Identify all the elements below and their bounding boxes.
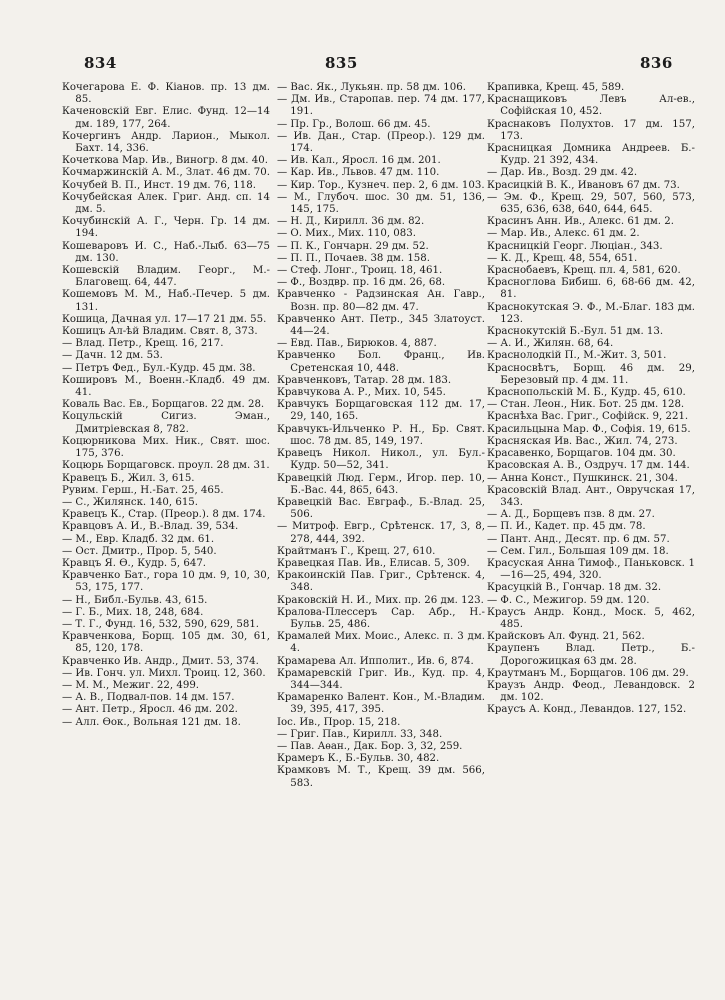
directory-entry: Кошевскій Владим. Георг., М.-Благовещ. 64, 447. bbox=[62, 265, 270, 289]
directory-entry: Краусъ А. Конд., Левандов. 127, 152. bbox=[487, 704, 687, 716]
directory-entry: — Пр. Гр., Волош. 66 дм. 45. bbox=[277, 118, 431, 130]
directory-entry: Крамарева Ал. Ипполит., Ив. 6, 874. bbox=[277, 655, 474, 667]
directory-entry: Красовскій Влад. Ант., Овручская 17, 343. bbox=[487, 484, 695, 508]
directory-entry: — О. Мих., Мих. 110, 083. bbox=[277, 228, 416, 240]
directory-entry: — С., Жилянск. 140, 615. bbox=[62, 496, 199, 508]
directory-entry: Краупенъ Влад. Петр., Б.-Дорогожицкая 63 дм. 28. bbox=[487, 643, 695, 667]
directory-entry: — Дм. Ив., Старопав. пер. 74 дм. 177, 191. bbox=[277, 94, 485, 118]
directory-entry: — Сем. Гил., Большая 109 дм. 18. bbox=[487, 545, 669, 557]
directory-entry: Іос. Ив., Прор. 15, 218. bbox=[277, 716, 401, 728]
directory-entry: Кошемовъ М. М., Наб.-Печер. 5 дм. 131. bbox=[62, 289, 270, 313]
directory-entry: — Пав. Аѳан., Дак. Бор. 3, 32, 259. bbox=[277, 740, 463, 752]
page-header bbox=[0, 54, 725, 76]
directory-entry: Кравчукъ-Ильченко Р. Н., Бр. Свят. шос. 78 дм. 85, 149, 197. bbox=[277, 423, 485, 447]
directory-entry: Краснокутскій Б.-Бул. 51 дм. 13. bbox=[487, 326, 664, 338]
directory-entry: Кравецкая Пав. Ив., Елисав. 5, 309. bbox=[277, 557, 470, 569]
directory-entry: Крайтманъ Г., Крещ. 27, 610. bbox=[277, 545, 436, 557]
directory-entry: — Эм. Ф., Крещ. 29, 507, 560, 573, 635, 636, 638, 640, 644, 645. bbox=[487, 191, 695, 216]
directory-entry: Краутманъ М., Борщагов. 106 дм. 29. bbox=[487, 667, 689, 679]
directory-entry: Кочубинскій А. Г., Черн. Гр. 14 дм. 194. bbox=[62, 216, 270, 240]
directory-entry: Краковскій Н. И., Мих. пр. 26 дм. 123. bbox=[277, 594, 484, 606]
directory-entry: Крамалей Мих. Моис., Алекс. п. 3 дм. 4. bbox=[277, 631, 485, 655]
directory-entry: Кочегарова Е. Ф. Кіанов. пр. 13 дм. 85. bbox=[62, 82, 270, 106]
directory-entry: Красницкая Домника Андреев. Б.-Кудр. 21 392, 434. bbox=[487, 143, 695, 167]
column-middle bbox=[277, 82, 485, 790]
directory-entry: — Ф. С., Межигор. 59 дм. 120. bbox=[487, 594, 650, 606]
directory-entry: Рувим. Герш., Н.-Бат. 25, 465. bbox=[62, 484, 224, 496]
directory-entry: Кралова-Плессеръ Сар. Абр., Н.-Бульв. 25, 486. bbox=[277, 606, 485, 630]
directory-entry: Кравецъ Никол. Никол., ул. Бул.-Кудр. 50—52, 341. bbox=[277, 448, 485, 472]
directory-entry: Кочубей В. П., Инст. 19 дм. 76, 118. bbox=[62, 179, 256, 191]
directory-entry: — Ант. Петр., Яросл. 46 дм. 202. bbox=[62, 704, 238, 716]
directory-entry: Кошица, Дачная ул. 17—17 21 дм. 55. bbox=[62, 313, 267, 325]
directory-entry: — П. И., Кадет. пр. 45 дм. 78. bbox=[487, 521, 646, 533]
directory-entry: Крайсковъ Ал. Фунд. 21, 562. bbox=[487, 631, 645, 643]
directory-entry: — Дар. Ив., Возд. 29 дм. 42. bbox=[487, 167, 638, 179]
directory-entry: Красинъ Анн. Ив., Алекс. 61 дм. 2. bbox=[487, 216, 674, 228]
directory-entry: — Кар. Ив., Львов. 47 дм. 110. bbox=[277, 167, 440, 179]
directory-entry: Кравецъ Б., Жил. 3, 615. bbox=[62, 472, 195, 484]
directory-entry: Кравчукъ Борщаговская 112 дм. 17, 29, 140, 165. bbox=[277, 399, 485, 423]
directory-entry: — Н., Библ.-Бульв. 43, 615. bbox=[62, 594, 208, 606]
directory-entry: — М., Глубоч. шос. 30 дм. 51, 136, 145, 175. bbox=[277, 191, 485, 216]
directory-entry: — Ив. Гонч. ул. Михл. Троиц. 12, 360. bbox=[62, 667, 266, 679]
directory-entry: Кравецкій Вас. Евграф., Б.-Влад. 25, 506. bbox=[277, 496, 485, 521]
directory-entry: — Пант. Анд., Десят. пр. 6 дм. 57. bbox=[487, 533, 670, 545]
directory-entry: Крамаревскій Григ. Ив., Куд. пр. 4, 344—344. bbox=[277, 667, 485, 691]
directory-entry: — Г. Б., Мих. 18, 248, 684. bbox=[62, 606, 204, 618]
directory-entry: Коваль Вас. Ев., Борщагов. 22 дм. 28. bbox=[62, 399, 265, 411]
directory-entry: Кочеткова Мар. Ив., Виногр. 8 дм. 40. bbox=[62, 155, 268, 167]
directory-entry: — А. Д., Борщевъ пзв. 8 дм. 27. bbox=[487, 509, 655, 521]
directory-entry: Кочмаржинскій А. М., Злат. 46 дм. 70. bbox=[62, 167, 271, 179]
page-number-left: 834 bbox=[84, 54, 117, 72]
directory-entry: Краусъ Андр. Конд., Моск. 5, 462, 485. bbox=[487, 606, 695, 630]
directory-entry: — Евд. Пав., Бирюков. 4, 887. bbox=[277, 338, 437, 350]
directory-entry: Красавенко, Борщагов. 104 дм. 30. bbox=[487, 448, 676, 460]
directory-entry: Красницкій Георг. Люціан., 343. bbox=[487, 240, 663, 252]
directory-entry: Кравченкова, Борщ. 105 дм. 30, 61, 85, 120, 178. bbox=[62, 631, 270, 655]
directory-entry: Кракоинскій Пав. Григ., Срѣтенск. 4, 348. bbox=[277, 570, 485, 594]
directory-entry: Краснащиковъ Левъ Ал-ев., Софійская 10, 452. bbox=[487, 94, 695, 118]
directory-entry: Кравченковъ, Татар. 28 дм. 183. bbox=[277, 374, 452, 386]
directory-entry: Кошеваровъ И. С., Наб.-Лыб. 63—75 дм. 130. bbox=[62, 240, 270, 264]
directory-entry: — Григ. Пав., Кирилл. 33, 348. bbox=[277, 728, 443, 740]
directory-entry: Кравецъ К., Стар. (Преор.). 8 дм. 174. bbox=[62, 509, 266, 521]
directory-entry: Красильцына Мар. Ф., Софія. 19, 615. bbox=[487, 423, 691, 435]
directory-entry: — П. П., Почаев. 38 дм. 158. bbox=[277, 252, 431, 264]
directory-entry: Красовская А. В., Оздруч. 17 дм. 144. bbox=[487, 460, 690, 472]
directory-entry: Кошировъ М., Военн.-Кладб. 49 дм. 41. bbox=[62, 374, 270, 399]
directory-entry: — М. М., Межиг. 22, 499. bbox=[62, 679, 200, 691]
directory-entry: Краснопольскій М. Б., Кудр. 45, 610. bbox=[487, 387, 686, 399]
directory-entry: Кравчукова А. Р., Мих. 10, 545. bbox=[277, 387, 446, 399]
directory-entry: — Ив. Кал., Яросл. 16 дм. 201. bbox=[277, 155, 441, 167]
directory-entry: Крамаренко Валент. Кон., М.-Владим. 39, 395, 417, 395. bbox=[277, 692, 485, 716]
directory-entry: — А. И., Жилян. 68, 64. bbox=[487, 338, 614, 350]
directory-entry: — Митроф. Евгр., Срѣтенск. 17, 3, 8, 278, 444, 392. bbox=[277, 521, 485, 545]
directory-entry: — П. К., Гончарн. 29 дм. 52. bbox=[277, 240, 429, 252]
directory-entry: — Вас. Як., Лукьян. пр. 58 дм. 106. bbox=[277, 82, 466, 93]
directory-entry: Красняская Ив. Вас., Жил. 74, 273. bbox=[487, 435, 678, 447]
directory-entry: — Ф., Воздвр. пр. 16 дм. 26, 68. bbox=[277, 277, 446, 289]
directory-entry: — К. Д., Крещ. 48, 554, 651. bbox=[487, 252, 638, 264]
directory-entry: Кочергинъ Андр. Ларион., Мыкол. Бахт. 14, 336. bbox=[62, 130, 270, 155]
directory-entry: Красуская Анна Тимоф., Паньковск. 1—16—25, 494, 320. bbox=[487, 557, 695, 582]
directory-entry: — А. В., Подвал-пов. 14 дм. 157. bbox=[62, 692, 235, 704]
directory-entry: — Стеф. Лонг., Троиц. 18, 461. bbox=[277, 265, 443, 277]
directory-entry: Красуцкій В., Гончар. 18 дм. 32. bbox=[487, 582, 662, 594]
directory-entry: Кравцъ Я. Ѳ., Кудр. 5, 647. bbox=[62, 557, 207, 569]
directory-entry: Красноглова Бибиш. 6, 68-66 дм. 42, 81. bbox=[487, 277, 695, 301]
directory-entry: Краснобаевъ, Крещ. пл. 4, 581, 620. bbox=[487, 265, 681, 277]
directory-entry: Кравцовъ А. И., В.-Влад. 39, 534. bbox=[62, 521, 239, 533]
page-number-center: 835 bbox=[325, 54, 358, 72]
directory-entry: — Влад. Петр., Крещ. 16, 217. bbox=[62, 338, 224, 350]
directory-entry: Краснѣха Вас. Григ., Софійск. 9, 221. bbox=[487, 411, 689, 423]
directory-entry: — Петръ Фед., Бул.-Кудр. 45 дм. 38. bbox=[62, 362, 256, 374]
directory-entry: Каченовскій Евг. Елис. Фунд. 12—14 дм. 189, 177, 264. bbox=[62, 106, 270, 130]
directory-entry: — Алл. Ѳок., Вольная 121 дм. 18. bbox=[62, 716, 241, 728]
directory-entry: — М., Евр. Кладб. 32 дм. 61. bbox=[62, 533, 215, 545]
directory-entry: Крамковъ М. Т., Крещ. 39 дм. 566, 583. bbox=[277, 765, 485, 789]
directory-entry: — Ив. Дан., Стар. (Преор.). 129 дм. 174. bbox=[277, 130, 485, 155]
directory-entry: Крамеръ К., Б.-Бульв. 30, 482. bbox=[277, 753, 440, 765]
directory-entry: — Анна Конст., Пушкинск. 21, 304. bbox=[487, 472, 678, 484]
page-number-right: 836 bbox=[640, 54, 673, 72]
directory-entry: Краснаковъ Полухтов. 17 дм. 157, 173. bbox=[487, 118, 695, 142]
directory-entry: Кравченко Ив. Андр., Дмит. 53, 374. bbox=[62, 655, 259, 667]
directory-entry: Кравченко Бат., гора 10 дм. 9, 10, 30, 53, 175, 177. bbox=[62, 570, 270, 594]
directory-entry: Краснокутская Э. Ф., М.-Благ. 183 дм. 123. bbox=[487, 301, 695, 325]
directory-entry: — Дачн. 12 дм. 53. bbox=[62, 350, 163, 362]
directory-entry: — Стан. Леон., Ник. Бот. 25 дм. 128. bbox=[487, 399, 685, 411]
directory-entry: Крапивка, Крещ. 45, 589. bbox=[487, 82, 625, 93]
directory-entry: — Ост. Дмитр., Прор. 5, 540. bbox=[62, 545, 217, 557]
directory-entry: Красносвѣтъ, Борщ. 46 дм. 29, Березовый пр. 4 дм. 11. bbox=[487, 362, 695, 386]
directory-entry: Кравченко Ант. Петр., 345 Златоуст. 44—24. bbox=[277, 313, 485, 338]
directory-entry: Коцульскій Сигиз. Эман., Дмитріевская 8, 782. bbox=[62, 411, 270, 435]
directory-entry: — Н. Д., Кирилл. 36 дм. 82. bbox=[277, 216, 425, 228]
directory-entry: Коцюрь Борщаговск. проул. 28 дм. 31. bbox=[62, 460, 270, 472]
directory-entry: Краузъ Андр. Феод., Левандовск. 2 дм. 102. bbox=[487, 679, 695, 704]
directory-entry: Краснолодкій П., М.-Жит. 3, 501. bbox=[487, 350, 667, 362]
directory-entry: Кочубейская Алек. Григ. Анд. сп. 14 дм. 5. bbox=[62, 191, 270, 216]
directory-entry: — Т. Г., Фунд. 16, 532, 590, 629, 581. bbox=[62, 618, 260, 630]
directory-entry: Красицкій В. К., Ивановъ 67 дм. 73. bbox=[487, 179, 680, 191]
directory-entry: Кравченко Бол. Франц., Ив. Сретенская 10, 448. bbox=[277, 350, 485, 374]
directory-entry: — Кир. Тор., Кузнеч. пер. 2, 6 дм. 103. bbox=[277, 179, 485, 191]
directory-entry: — Мар. Ив., Алекс. 61 дм. 2. bbox=[487, 228, 640, 240]
column-left bbox=[62, 82, 270, 729]
directory-entry: Кравченко - Радзинская Ан. Гавр., Возн. пр. 80—82 дм. 47. bbox=[277, 289, 485, 313]
directory-entry: Кошицъ Ал-ѣй Владим. Свят. 8, 373. bbox=[62, 326, 258, 338]
column-right bbox=[487, 82, 695, 717]
directory-entry: Кравецкій Люд. Герм., Игор. пер. 10, Б.-Вас. 44, 865, 643. bbox=[277, 472, 485, 496]
directory-entry: Коцюрникова Мих. Ник., Свят. шос. 175, 376. bbox=[62, 435, 270, 460]
